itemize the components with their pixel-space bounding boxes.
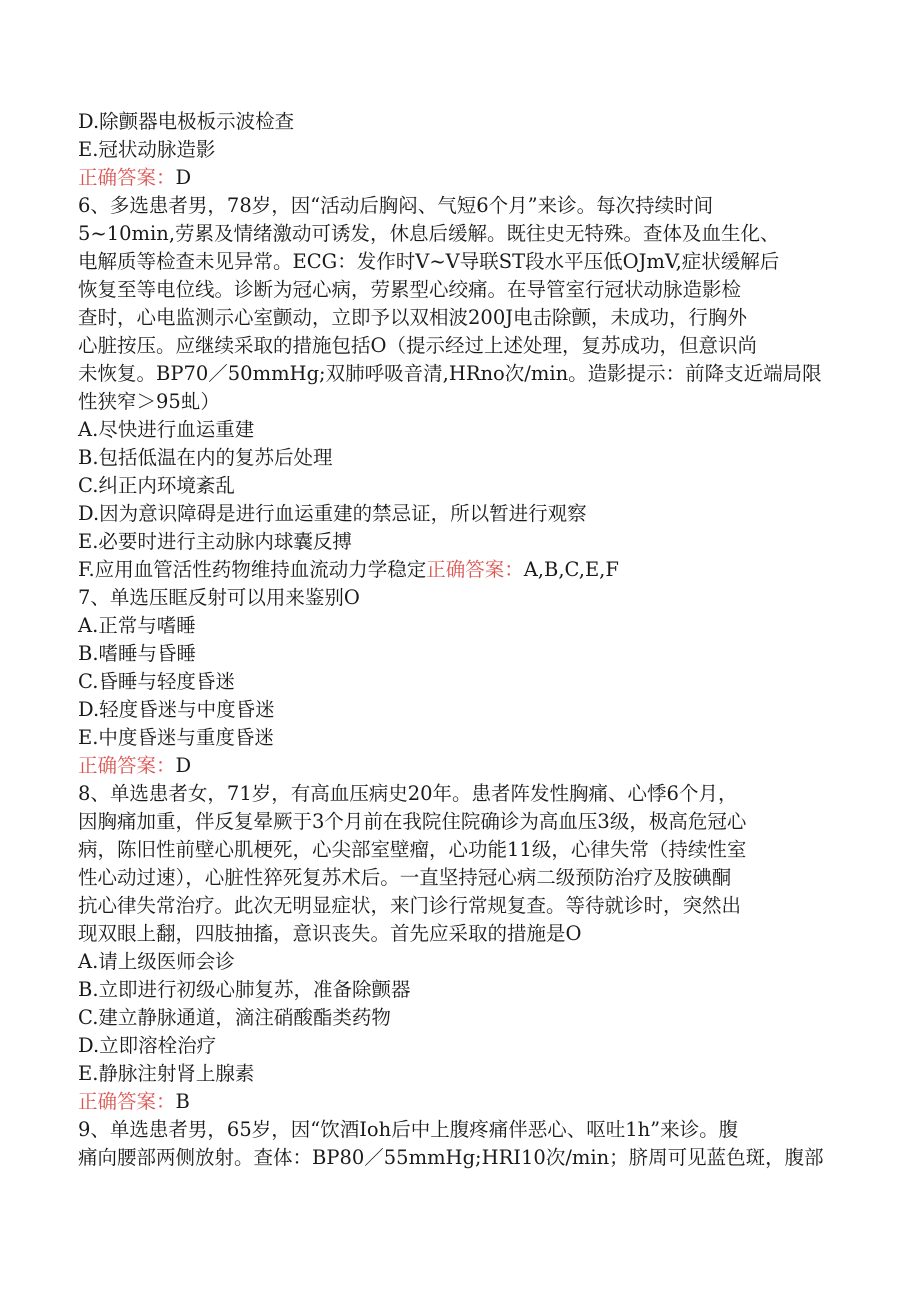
answer-label: 正确答案： [426,558,524,581]
question-6-line: 5~10min,劳累及情绪激动可诱发，休息后缓解。既往史无特殊。查体及血生化、 [78,222,780,245]
question-6-line: 电解质等检查未见异常。ECG：发作时V~V导联ST段水平压低OJmV,症状缓解后 [78,250,780,273]
question-9-line: 痛向腰部两侧放射。查体：BP80／55mmHg;HRI10次/min；脐周可见蓝色斑，腹部 [78,1146,824,1169]
option-d: D.立即溶栓治疗 [78,1034,217,1057]
question-6-line: 心脏按压。应继续采取的措施包括O（提示经过上述处理，复苏成功，但意识尚 [78,334,757,357]
option-d: D.因为意识障碍是进行血运重建的禁忌证，所以暂进行观察 [78,502,587,525]
option-f: F.应用血管活性药物维持血流动力学稳定正确答案：A,B,C,E,F [78,558,619,581]
text-line: D.除颤器电极板示波检查 [78,110,295,133]
option-b: B.包括低温在内的复苏后处理 [78,446,333,469]
text-line: E.冠状动脉造影 [78,138,216,161]
option-c: C.纠正内环境紊乱 [78,474,235,497]
option-b: B.立即进行初级心肺复苏，准备除颤器 [78,978,411,1001]
answer-line [78,164,848,192]
option-e: E.必要时进行主动脉内球囊反搏 [78,530,352,553]
question-7-line: 7、单选压眶反射可以用来鉴别O [78,586,360,609]
answer-value: B [175,1090,190,1113]
question-6-line: 6、多选患者男，78岁，因“活动后胸闷、气短6个月”来诊。每次持续时间 [78,194,714,217]
document-page [78,108,848,1172]
option-b: B.嗜睡与昏睡 [78,642,197,665]
answer-label: 正确答案： [78,754,176,777]
option-c: C.昏睡与轻度昏迷 [78,670,235,693]
question-9-line: 9、单选患者男，65岁，因“饮酒Ioh后中上腹疼痛伴恶心、呕吐1h”来诊。腹 [78,1118,739,1141]
option-c: C.建立静脉通道，滴注硝酸酯类药物 [78,1006,391,1029]
question-8-line: 病，陈旧性前壁心肌梗死，心尖部室壁瘤，心功能11级，心律失常（持续性室 [78,838,747,861]
question-6-line: 未恢复。BP70／50mmHg;双肺呼吸音清,HRno次/min。造影提示：前降支近端局限 [78,362,822,385]
option-d: D.轻度昏迷与中度昏迷 [78,698,275,721]
answer-line [78,1088,848,1116]
option-e: E.中度昏迷与重度昏迷 [78,726,274,749]
question-6-line: 恢复至等电位线。诊断为冠心病，劳累型心绞痛。在导管室行冠状动脉造影检 [78,278,742,301]
option-e: E.静脉注射肾上腺素 [78,1062,255,1085]
option-a: A.请上级医师会诊 [78,950,235,973]
answer-label: 正确答案： [78,1090,176,1113]
answer-value: D [175,754,192,777]
answer-label: 正确答案： [78,166,176,189]
question-8-line: 8、单选患者女，71岁，有高血压病史20年。患者阵发性胸痛、心悸6个月， [78,782,738,805]
question-6-line: 性狭窄＞95虬） [78,390,220,413]
question-8-line: 现双眼上翻，四肢抽搐，意识丧失。首先应采取的措施是O [78,922,582,945]
question-8-line: 因胸痛加重，伴反复晕厥于3个月前在我院住院确诊为高血压3级，极高危冠心 [78,810,747,833]
question-8-line: 抗心律失常治疗。此次无明显症状，来门诊行常规复查。等待就诊时，突然出 [78,894,742,917]
option-a: A.尽快进行血运重建 [78,418,255,441]
answer-value: A,B,C,E,F [523,558,619,581]
question-8-line: 性心动过速），心脏性猝死复苏术后。一直坚持冠心病二级预防治疗及胺碘酮 [78,866,732,889]
answer-value: D [175,166,192,189]
question-6-line: 查时，心电监测示心室颤动，立即予以双相波200J电击除颤，未成功，行胸外 [78,306,748,329]
answer-line [78,752,848,780]
option-a: A.正常与嗜睡 [78,614,196,637]
